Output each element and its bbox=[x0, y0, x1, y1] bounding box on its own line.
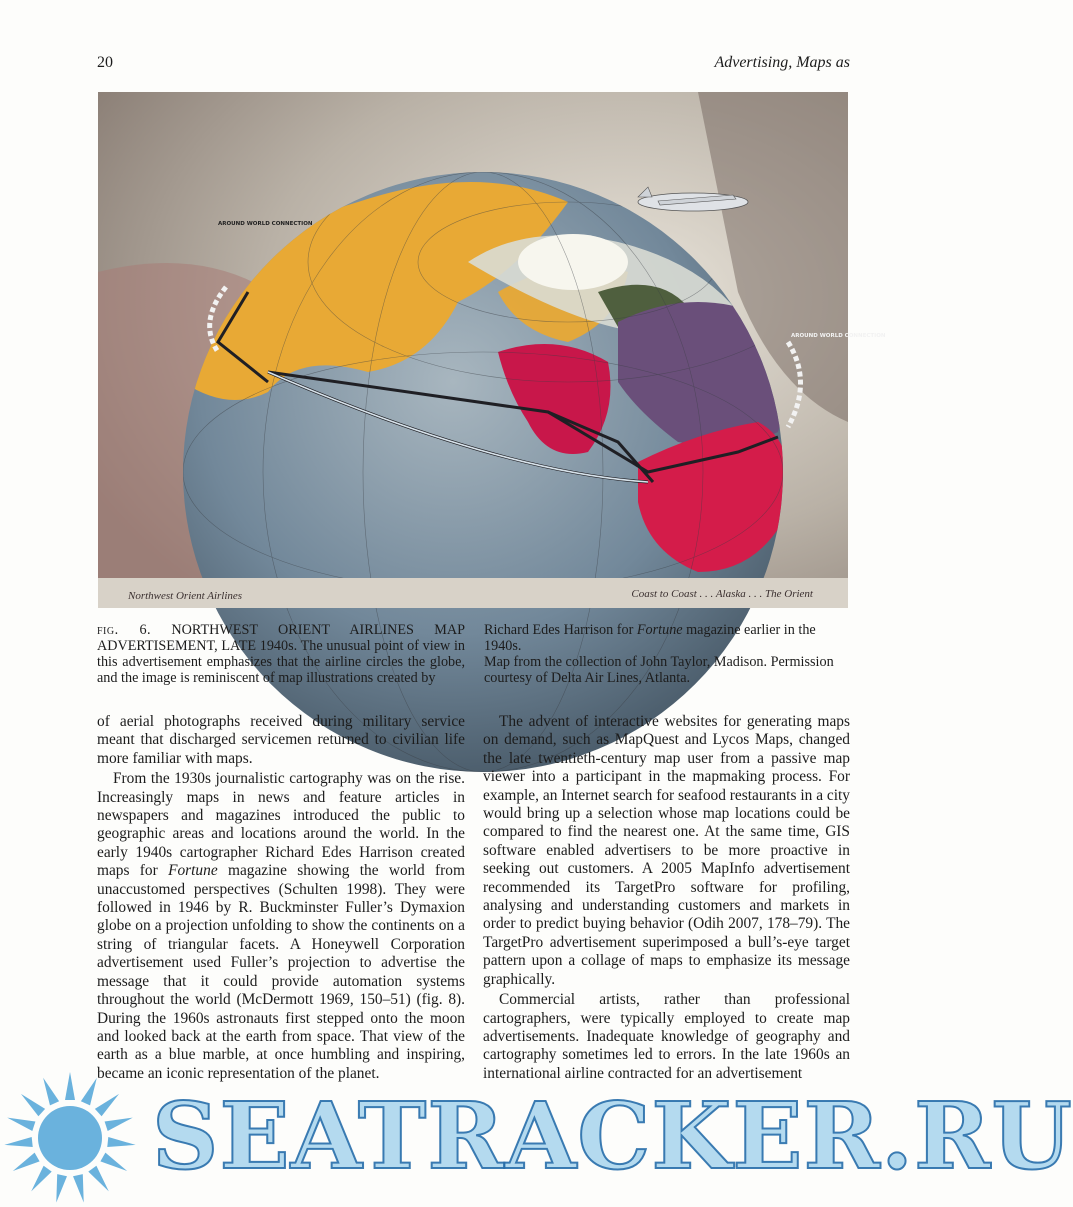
caption-right-text-end: magazine earlier in the 1940s. bbox=[484, 622, 816, 654]
right-connection-label: AROUND WORLD CONNECTION bbox=[791, 333, 886, 339]
page-header bbox=[97, 54, 850, 74]
paragraph bbox=[97, 770, 465, 1083]
caption-fortune-italic: Fortune bbox=[636, 622, 683, 638]
caption-left-text: NORTHWEST ORIENT AIRLINES MAP ADVERTISEMENT, LATE 1940s. The unusual point of view in this advertisement emphasizes that the airline circles the globe, and the image is reminiscent of map illustrations created by bbox=[97, 622, 465, 686]
paragraph-italic: Fortune bbox=[168, 862, 218, 880]
figure-northwest-map bbox=[98, 92, 886, 608]
running-title: Advertising, Maps as bbox=[714, 54, 850, 71]
figure-caption-right bbox=[484, 622, 850, 686]
watermark-text: SEATRACKER.RU bbox=[152, 1082, 1073, 1190]
paragraph: Commercial artists, rather than professional cartographers, were typically employed to create map advertisements. Inadequate knowledge of geography and cartography sometimes led to errors. In the late 1960s an international airline contracted for an advertisement bbox=[483, 991, 850, 1082]
left-connection-label: AROUND WORLD CONNECTION bbox=[218, 221, 313, 227]
body-column-left bbox=[97, 713, 465, 1083]
paragraph: of aerial photographs received during military service meant that discharged servicemen returned to civilian life more familiar with maps. bbox=[97, 713, 465, 767]
caption-credit: Map from the collection of John Taylor, Madison. Permission courtesy of Delta Air Lines, Atlanta. bbox=[484, 654, 834, 686]
brand-text: Northwest Orient Airlines bbox=[128, 590, 243, 602]
paragraph-text: From the 1930s journalistic cartography was on the rise. Increasingly maps in news and feature articles in newspapers and magazines introduced the public to geographic areas and locations around the world. In the early 1940s cartographer Richard Edes Harrison created maps for bbox=[97, 770, 465, 880]
body-column-right bbox=[483, 713, 850, 1083]
figure-caption-left bbox=[97, 622, 465, 686]
globe-map-illustration bbox=[98, 92, 886, 608]
arctic-ice bbox=[518, 234, 628, 290]
caption-right-text: Richard Edes Harrison for bbox=[484, 622, 637, 638]
figure-label: fig. 6. bbox=[97, 622, 152, 638]
paragraph: The advent of interactive websites for generating maps on demand, such as MapQuest and Lycos Maps, changed the late twentieth-century map user from a passive map viewer into a participant in the mapmaking process. For example, an Internet search for seafood restaurants in a city would bring up a selection whose map locations could be compared to find the nearest one. At the same time, GIS software enabled advertisers to be more proactive in seeking out customers. A 2005 MapInfo advertisement recommended its TargetPro software for profiling, analysing and understanding customers and markets in order to predict buying behavior (Odih 2007, 178–79). The TargetPro advertisement superimposed a bull’s-eye target pattern upon a collage of maps to emphasize its message graphically. bbox=[483, 713, 850, 988]
page-number: 20 bbox=[97, 54, 113, 71]
paragraph-text-end: magazine showing the world from unaccustomed perspectives (Schulten 1998). They were followed in 1946 by R. Buckminster Fuller’s Dymaxion globe on a projection unfolding to show the continents on a string of triangular facets. A Honeywell Corporation advertisement used Fuller’s projection to advertise the message that it could provide automation systems throughout the world (McDermott 1969, 150–51) (fig. 8). During the 1960s astronauts first stepped onto the moon and looked back at the earth from space. That view of the earth as a blue marble, at once humbling and inspiring, became an iconic representation of the planet. bbox=[97, 862, 465, 1082]
slogan-text: Coast to Coast . . . Alaska . . . The Orient bbox=[631, 588, 813, 600]
